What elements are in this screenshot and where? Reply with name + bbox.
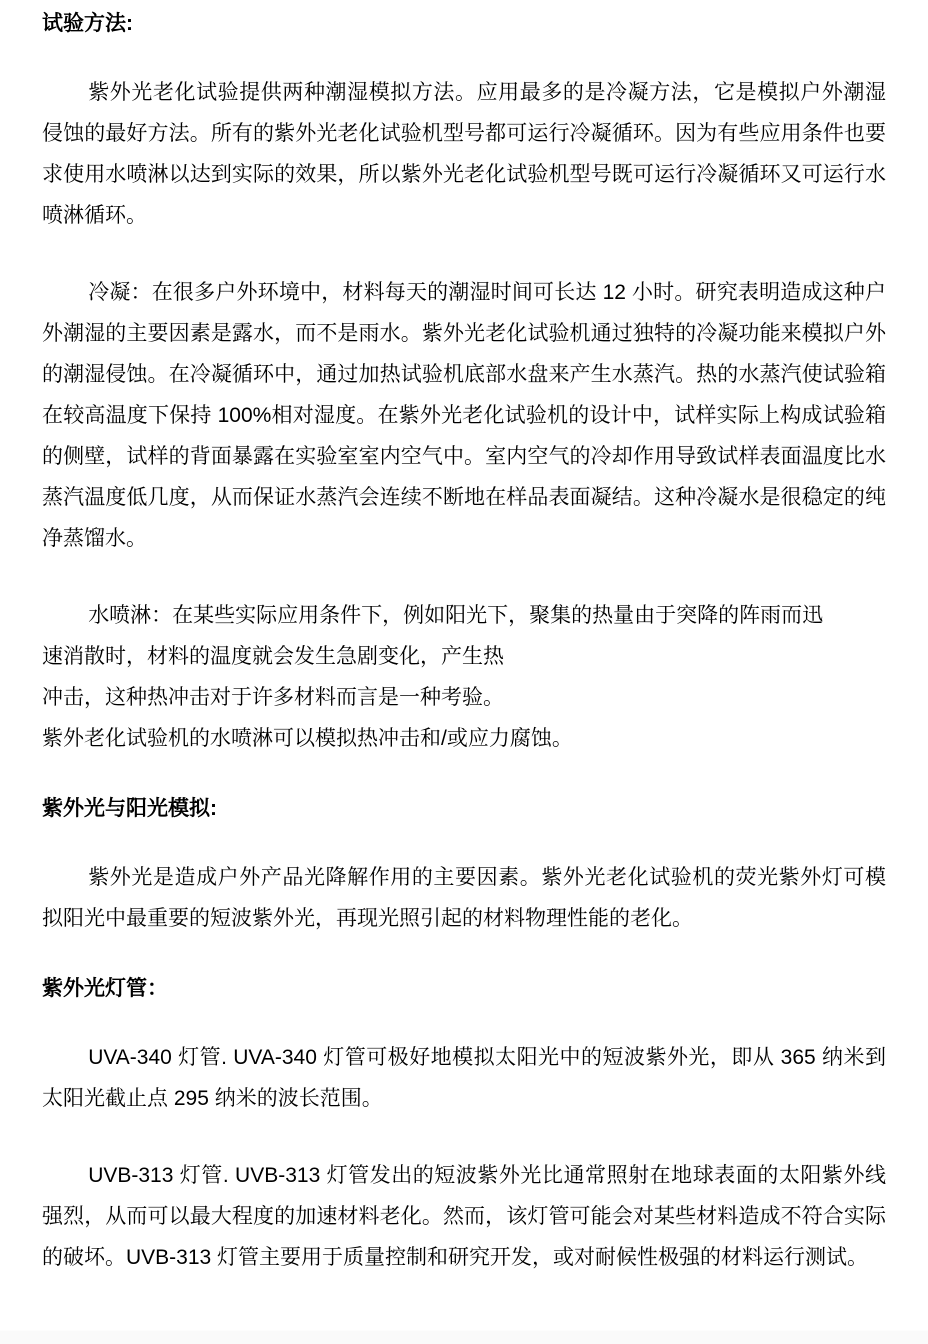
paragraph-uvb-313-lamp: UVB-313 灯管. UVB-313 灯管发出的短波紫外光比通常照射在地球表面的太阳紫外线强烈，从而可以最大程度的加速材料老化。然而，该灯管可能会对某些材料造成不符合实际的破坏。UVB-313 灯管主要用于质量控制和研究开发，或对耐候性极强的材料运行测试。	[42, 1164, 886, 1269]
paragraph-water-spray-line-2: 速消散时，材料的温度就会发生急剧变化，产生热	[42, 645, 504, 668]
heading-test-method: 试验方法:	[42, 12, 133, 35]
heading-uv-and-sunlight-simulation: 紫外光与阳光模拟:	[42, 797, 217, 820]
paragraph-water-spray-line-4: 紫外老化试验机的水喷淋可以模拟热冲击和/或应力腐蚀。	[42, 727, 573, 750]
paragraph-water-spray-line-3: 冲击，这种热冲击对于许多材料而言是一种考验。	[42, 686, 504, 709]
paragraph-uv-photodegradation: 紫外光是造成户外产品光降解作用的主要因素。紫外光老化试验机的荧光紫外灯可模拟阳光中最重要的短波紫外光，再现光照引起的材料物理性能的老化。	[42, 866, 886, 930]
heading-uv-lamps: 紫外光灯管：	[42, 977, 168, 1000]
paragraph-uva-340-lamp: UVA-340 灯管. UVA-340 灯管可极好地模拟太阳光中的短波紫外光，即从 365 纳米到太阳光截止点 295 纳米的波长范围。	[42, 1046, 886, 1110]
paragraph-moisture-simulation-methods: 紫外光老化试验提供两种潮湿模拟方法。应用最多的是冷凝方法，它是模拟户外潮湿侵蚀的最好方法。所有的紫外光老化试验机型号都可运行冷凝循环。因为有些应用条件也要求使用水喷淋以达到实际的效果，所以紫外光老化试验机型号既可运行冷凝循环又可运行水喷淋循环。	[42, 81, 886, 227]
paragraph-water-spray-line-1: 水喷淋：在某些实际应用条件下，例如阳光下，聚集的热量由于突降的阵雨而迅	[88, 604, 824, 627]
paragraph-condensation: 冷凝：在很多户外环境中，材料每天的潮湿时间可长达 12 小时。研究表明造成这种户外潮湿的主要因素是露水，而不是雨水。紫外光老化试验机通过独特的冷凝功能来模拟户外的潮湿侵蚀。在冷凝循环中，通过加热试验机底部水盘来产生水蒸汽。热的水蒸汽使试验箱在较高温度下保持 100%相对湿度。在紫外光老化试验机的设计中，试样实际上构成试验箱的侧壁，试样的背面暴露在实验室室内空气中。室内空气的冷却作用导致试样表面温度比水蒸汽温度低几度，从而保证水蒸汽会连续不断地在样品表面凝结。这种冷凝水是很稳定的纯净蒸馏水。	[42, 281, 886, 550]
paragraph-water-spray	[42, 595, 886, 759]
page-bottom-edge	[0, 1330, 928, 1344]
